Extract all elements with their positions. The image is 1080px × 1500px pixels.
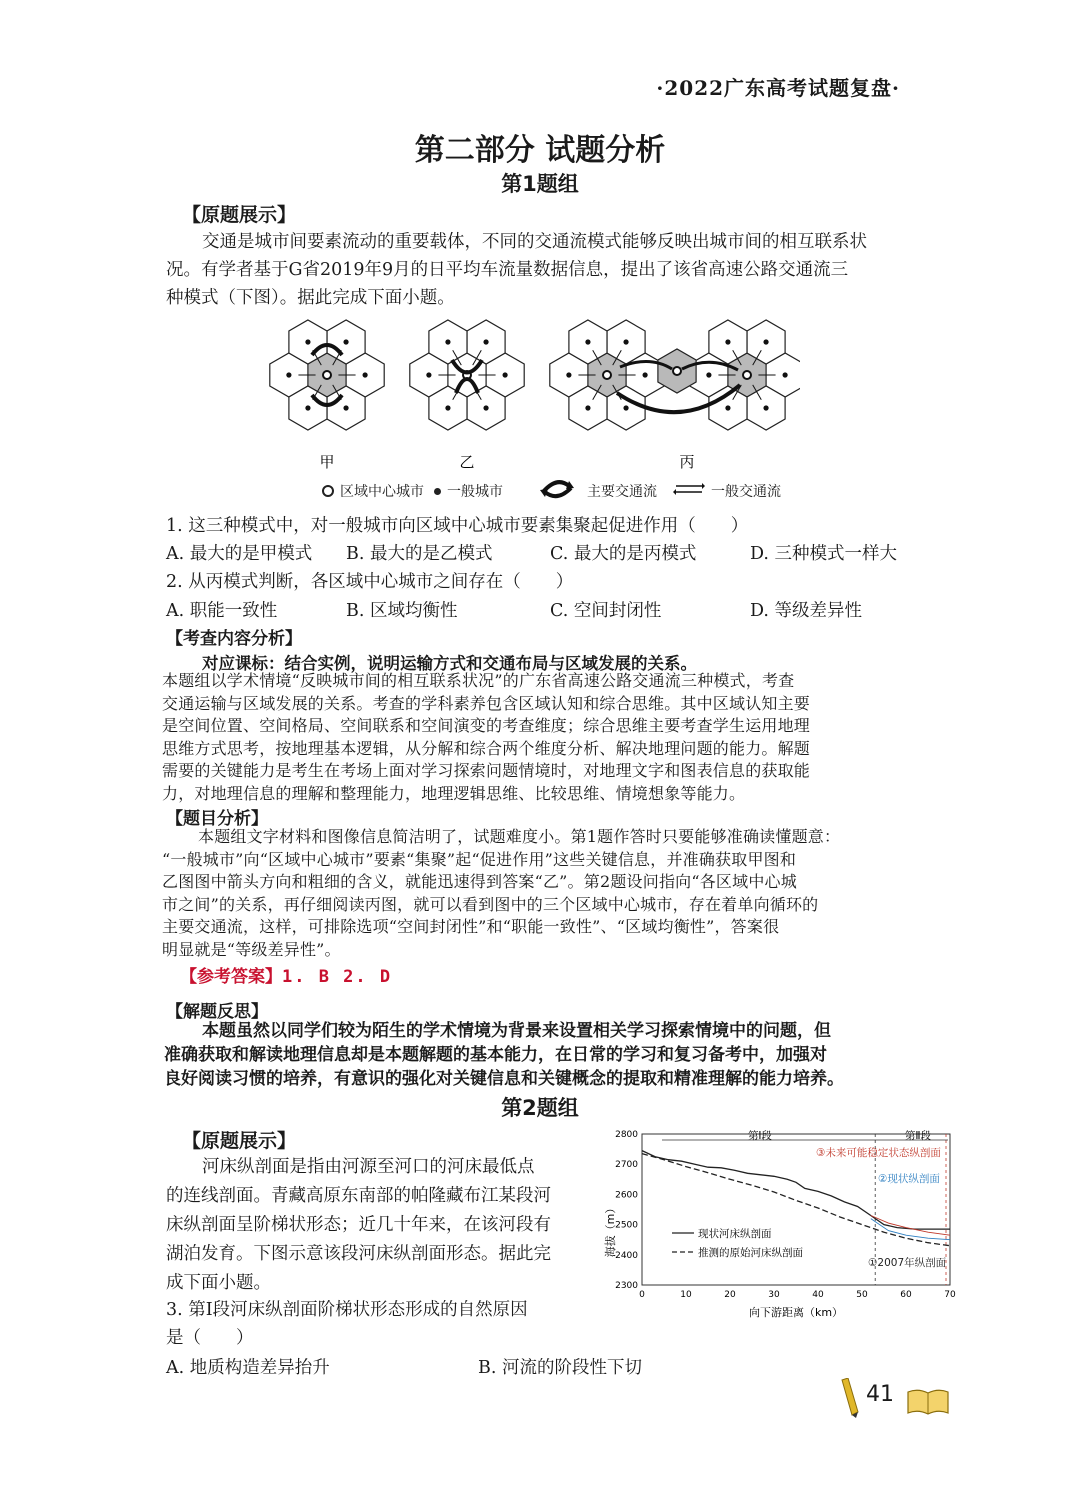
item-analysis-line: 明显就是“等级差异性”。 — [162, 939, 341, 959]
annotation-2007-profile: ①2007年纵剖面 — [868, 1257, 947, 1269]
q2-option-d: D. 等级差异性 — [750, 601, 863, 621]
x-tick-label: 60 — [900, 1290, 912, 1300]
general-city-dot — [503, 372, 508, 377]
x-tick-label: 30 — [768, 1290, 780, 1300]
legend-main-flow: 主要交通流 — [587, 484, 657, 500]
general-city-dot — [483, 405, 488, 410]
legend-original-bed: 推测的原始河床纵剖面 — [698, 1247, 803, 1259]
traffic-pattern-figure — [260, 315, 800, 505]
legend-general-city: 一般城市 — [447, 484, 503, 500]
q1-option-d: D. 三种模式一样大 — [750, 544, 898, 564]
x-tick-label: 70 — [944, 1290, 956, 1300]
figure-label-yi: 乙 — [459, 453, 475, 471]
general-city-dot — [725, 339, 730, 344]
y-tick-label: 2400 — [615, 1250, 638, 1261]
item-analysis-label: 【题目分析】 — [166, 809, 268, 829]
annotation-current-profile: ②现状纵剖面 — [878, 1173, 940, 1185]
intro-line: 交通是城市间要素流动的重要载体，不同的交通流模式能够反映出城市间的相互联系状 — [202, 232, 867, 252]
general-city-dot — [343, 339, 348, 344]
series-header-tag: ·2022广东高考试题复盘· — [656, 76, 900, 100]
x-tick-label: 50 — [856, 1290, 868, 1300]
reflection-line: 本题虽然以同学们较为陌生的学术情境为背景来设置相关学习探索情境中的问题，但 — [202, 1021, 831, 1041]
intro-line: 种模式（下图）。据此完成下面小题。 — [166, 288, 455, 308]
legend-center-city: 区域中心城市 — [340, 484, 424, 500]
item-analysis-line: “一般城市”向“区域中心城市”要素“集聚”起“促进作用”这些关键信息，并准确获取甲图和 — [162, 849, 797, 869]
item-analysis-text — [162, 826, 918, 961]
general-city-dot — [706, 372, 711, 377]
main-flow-icon — [539, 478, 575, 504]
book-icon — [906, 1386, 950, 1416]
general-city-dot — [483, 339, 488, 344]
group1-intro — [166, 228, 918, 312]
intro-line: 的连线剖面。青藏高原东南部的帕隆藏布江某段河 — [166, 1186, 551, 1206]
analysis-line: 交通运输与区域发展的关系。考查的学科素养包含区域认知和综合思维。其中区域认知主要 — [162, 693, 811, 713]
center-city-dot — [743, 371, 751, 379]
x-tick-label: 20 — [724, 1290, 736, 1300]
intro-line: 河床纵剖面是指由河源至河口的河床最低点 — [202, 1157, 535, 1177]
reflection-label: 【解题反思】 — [166, 1002, 268, 1022]
group2-original-label: 【原题展示】 — [182, 1130, 297, 1152]
group2-title: 第2题组 — [501, 1096, 579, 1120]
answer-label: 【参考答案】 — [180, 967, 282, 987]
item-analysis-line: 市之间”的关系，再仔细阅读丙图，就可以看到图中的三个区域中心城市，存在着单向循环的 — [162, 894, 819, 914]
general-city-dot — [585, 405, 590, 410]
general-city-dot — [566, 372, 571, 377]
figure-label-bing: 丙 — [679, 453, 695, 471]
general-city-dot — [623, 339, 628, 344]
x-tick-label: 40 — [812, 1290, 824, 1300]
curriculum-standard: 对应课标：结合实例，说明运输方式和交通布局与区域发展的关系。 — [202, 654, 697, 673]
annotation-future-profile: ③未来可能稳定状态纵剖面 — [816, 1147, 941, 1159]
figure-legend — [322, 478, 781, 504]
general-city-dot — [623, 405, 628, 410]
item-analysis-line: 主要交通流，这样，可排除选项“空间封闭性”和“职能一致性”、“区域均衡性”，答案很 — [162, 917, 780, 936]
answer-value: 1. B 2. D — [282, 967, 393, 987]
x-tick-label: 10 — [680, 1290, 692, 1300]
analysis-line: 本题组以学术情境“反映城市间的相互联系状况”的广东省高速公路交通流三种模式，考查 — [162, 671, 795, 690]
analysis-line: 是空间位置、空间格局、空间联系和空间演变的考查维度；综合思维主要考查学生运用地理 — [162, 716, 811, 735]
page-number: 41 — [866, 1382, 894, 1407]
q2-option-b: B. 区域均衡性 — [346, 601, 458, 621]
general-city-dot — [426, 372, 431, 377]
analysis-label: 【考查内容分析】 — [166, 629, 302, 649]
part-title: 第二部分 试题分析 — [414, 133, 666, 168]
y-tick-label: 2500 — [615, 1220, 638, 1231]
reflection-line: 良好阅读习惯的培养，有意识的强化对关键信息和关键概念的提取和精准理解的能力培养。 — [164, 1069, 844, 1089]
page-number-block — [836, 1378, 956, 1434]
general-city-dot — [763, 339, 768, 344]
intro-line: 床纵剖面呈阶梯状形态；近几十年来，在该河段有 — [166, 1215, 551, 1235]
segment-1-label: 第Ⅰ段 — [747, 1130, 773, 1142]
general-city-dot — [343, 405, 348, 410]
group1-title: 第1题组 — [501, 172, 579, 196]
y-tick-label: 2700 — [615, 1160, 638, 1171]
legend-current-bed: 现状河床纵剖面 — [698, 1228, 772, 1240]
reference-answer — [180, 962, 392, 987]
general-city-dot — [305, 339, 310, 344]
chart-ylabel: 海拔（m） — [604, 1202, 617, 1258]
y-tick-label: 2300 — [615, 1281, 638, 1291]
x-tick-label: 0 — [639, 1290, 645, 1300]
intro-line: 湖泊发育。下图示意该段河床纵剖面形态。据此完 — [166, 1244, 551, 1264]
analysis-text — [162, 670, 918, 805]
q1-option-a: A. 最大的是甲模式 — [166, 544, 313, 564]
series-line — [642, 1151, 950, 1230]
center-city-dot — [673, 367, 681, 375]
q3-option-b: B. 河流的阶段性下切 — [478, 1358, 642, 1378]
center-city-dot — [603, 371, 611, 379]
group2-intro — [166, 1153, 586, 1298]
general-city-dot — [445, 339, 450, 344]
general-city-dot — [585, 339, 590, 344]
general-city-dot — [643, 372, 648, 377]
q3-option-a: A. 地质构造差异抬升 — [166, 1358, 330, 1378]
analysis-line: 需要的关键能力是考生在考场上面对学习探索问题情境时，对地理文字和图表信息的获取能 — [162, 761, 811, 780]
q2-option-c: C. 空间封闭性 — [550, 601, 662, 621]
question-1-stem: 1. 这三种模式中，对一般城市向区域中心城市要素集聚起促进作用（ ） — [166, 516, 749, 536]
reflection-line: 准确获取和解读地理信息却是本题解题的基本能力，在日常的学习和复习备考中，加强对 — [164, 1045, 827, 1065]
general-city-dot — [445, 405, 450, 410]
reflection-text — [164, 1019, 920, 1091]
y-tick-label: 2800 — [615, 1130, 638, 1140]
q1-option-c: C. 最大的是丙模式 — [550, 544, 697, 564]
analysis-line: 力，对地理信息的理解和整理能力，地理逻辑思维、比较思维、情境想象等能力。 — [162, 783, 746, 803]
intro-line: 成下面小题。 — [166, 1273, 271, 1293]
question-3-stem-line1: 3. 第Ⅰ段河床纵剖面阶梯状形态形成的自然原因 — [166, 1300, 528, 1320]
analysis-line: 思维方式思考，按地理基本逻辑，从分解和综合两个维度分析、解决地理问题的能力。解题 — [162, 738, 811, 758]
general-city-dot — [763, 405, 768, 410]
river-profile-chart — [600, 1120, 972, 1320]
figure-label-jia: 甲 — [319, 453, 335, 471]
q2-option-a: A. 职能一致性 — [166, 601, 278, 621]
question-3-stem-line2: 是（ ） — [166, 1328, 254, 1348]
pencil-icon — [836, 1378, 862, 1418]
q1-option-b: B. 最大的是乙模式 — [346, 544, 493, 564]
general-city-dot — [363, 372, 368, 377]
question-2-stem: 2. 从丙模式判断，各区域中心城市之间存在（ ） — [166, 572, 574, 592]
series-line — [642, 1154, 950, 1246]
group1-original-label: 【原题展示】 — [182, 204, 297, 226]
general-city-dot — [783, 372, 788, 377]
item-analysis-line: 本题组文字材料和图像信息简洁明了，试题难度小。第1题作答时只要能够准确读懂题意： — [198, 827, 841, 846]
chart-xlabel: 向下游距离（km） — [748, 1306, 844, 1319]
segment-2-label: 第Ⅱ段 — [904, 1130, 932, 1142]
intro-line: 况。有学者基于G省2019年9月的日平均车流量数据信息，提出了该省高速公路交通流三 — [166, 260, 849, 280]
general-city-dot — [286, 372, 291, 377]
center-city-icon — [322, 485, 334, 497]
center-city-dot — [323, 371, 331, 379]
y-tick-label: 2600 — [615, 1190, 638, 1201]
general-flow-icon — [673, 482, 705, 500]
general-city-dot — [305, 405, 310, 410]
item-analysis-line: 乙图图中箭头方向和粗细的含义，就能迅速得到答案“乙”。第2题设问指向“各区域中心城 — [162, 872, 797, 891]
legend-general-flow: 一般交通流 — [711, 484, 781, 500]
general-city-dot — [725, 405, 730, 410]
general-city-icon — [434, 488, 441, 495]
